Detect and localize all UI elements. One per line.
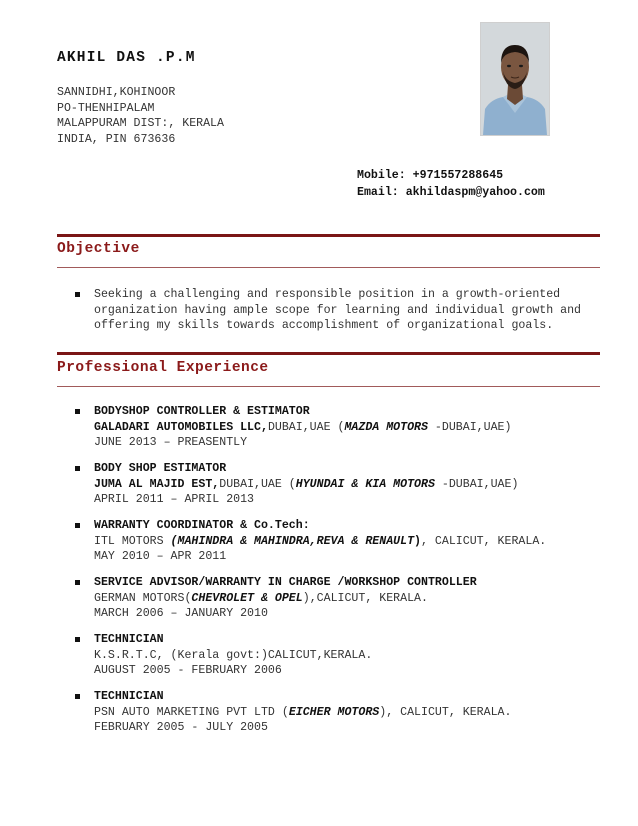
brand-name: MAZDA MOTORS: [344, 420, 428, 434]
objective-heading: Objective: [57, 241, 140, 257]
employer-detail: PSN AUTO MARKETING PVT LTD (: [94, 705, 289, 719]
experience-list: [70, 404, 610, 746]
objective-item: [70, 287, 610, 334]
employer-line: [94, 420, 610, 436]
bullet-square-icon: [75, 292, 80, 297]
brand-name: (MAHINDRA & MAHINDRA,REVA & RENAULT: [170, 534, 415, 548]
job-title: TECHNICIAN: [94, 633, 164, 646]
bullet-square-icon: [75, 523, 80, 528]
employer-detail: ITL MOTORS: [94, 534, 171, 548]
bullet-square-icon: [75, 409, 80, 414]
section-divider-thin: [57, 267, 600, 268]
employment-period: APRIL 2011 – APRIL 2013: [94, 493, 255, 506]
address-line: INDIA, PIN 673636: [57, 132, 176, 146]
employer-detail: , CALICUT, KERALA.: [421, 534, 547, 548]
job-title: SERVICE ADVISOR/WARRANTY IN CHARGE /WORKSHOP CONTROLLER: [94, 576, 477, 589]
experience-heading: Professional Experience: [57, 360, 269, 376]
job-title: BODYSHOP CONTROLLER & ESTIMATOR: [94, 405, 310, 418]
employer-name: ): [414, 534, 422, 548]
employer-line: [94, 648, 610, 664]
experience-item: [70, 404, 610, 451]
experience-item: [70, 632, 610, 679]
experience-item: [70, 689, 610, 736]
section-divider-thin: [57, 386, 600, 387]
bullet-square-icon: [75, 580, 80, 585]
employer-name: JUMA AL MAJID EST,: [94, 477, 220, 491]
job-title: BODY SHOP ESTIMATOR: [94, 462, 227, 475]
employer-name: GALADARI AUTOMOBILES LLC,: [94, 420, 268, 434]
candidate-name: AKHIL DAS .P.M: [57, 50, 196, 66]
employment-period: FEBRUARY 2005 - JULY 2005: [94, 721, 268, 734]
job-title: WARRANTY COORDINATOR & Co.Tech:: [94, 519, 310, 532]
employer-detail: DUBAI,UAE (: [219, 477, 296, 491]
employment-period: MAY 2010 – APR 2011: [94, 550, 227, 563]
employment-period: MARCH 2006 – JANUARY 2010: [94, 607, 268, 620]
section-divider-thick: [57, 352, 600, 355]
mobile-number: Mobile: +971557288645: [357, 169, 504, 182]
experience-item: [70, 518, 610, 565]
contact-info: [357, 167, 545, 201]
address-line: PO-THENHIPALAM: [57, 101, 155, 115]
employer-detail: DUBAI,UAE (: [267, 420, 345, 434]
address-line: SANNIDHI,KOHINOOR: [57, 86, 176, 99]
employer-line: [94, 477, 610, 493]
employer-detail: -DUBAI,UAE): [427, 420, 512, 434]
address-line: MALAPPURAM DIST:, KERALA: [57, 117, 224, 130]
employer-detail: K.S.R.T.C, (Kerala govt:)CALICUT,KERALA.: [94, 648, 373, 662]
employment-period: JUNE 2013 – PREASENTLY: [94, 436, 248, 449]
bullet-square-icon: [75, 466, 80, 471]
profile-photo: [480, 22, 550, 136]
profile-photo-graphic: [481, 23, 549, 135]
job-title: TECHNICIAN: [94, 690, 164, 703]
employer-line: [94, 705, 610, 721]
postal-address: [57, 85, 224, 147]
brand-name: EICHER MOTORS: [288, 705, 380, 719]
brand-name: HYUNDAI & KIA MOTORS: [295, 477, 435, 491]
employer-line: [94, 591, 610, 607]
brand-name: CHEVROLET & OPEL: [191, 591, 303, 605]
objective-list: [70, 287, 610, 334]
employment-period: AUGUST 2005 - FEBRUARY 2006: [94, 664, 282, 677]
experience-item: [70, 575, 610, 622]
employer-detail: ), CALICUT, KERALA.: [379, 705, 512, 719]
experience-item: [70, 461, 610, 508]
employer-line: [94, 534, 610, 550]
section-divider-thick: [57, 234, 600, 237]
employer-detail: GERMAN MOTORS(: [94, 591, 192, 605]
bullet-square-icon: [75, 637, 80, 642]
email-address: Email: akhildaspm@yahoo.com: [357, 186, 545, 199]
employer-detail: -DUBAI,UAE): [434, 477, 519, 491]
objective-text: Seeking a challenging and responsible position in a growth-oriented organization having ample scope for learning and individual growth and offering my skills towards accomplishment of organizational goals.: [94, 288, 582, 332]
employer-detail: ),CALICUT, KERALA.: [302, 591, 428, 605]
bullet-square-icon: [75, 694, 80, 699]
